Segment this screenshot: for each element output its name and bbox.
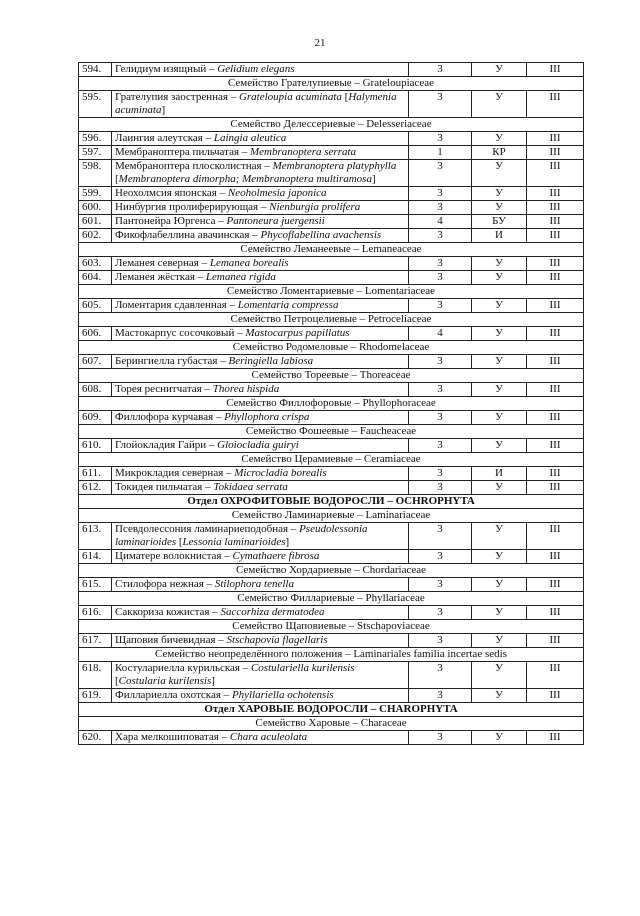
- species-row: [79, 257, 584, 271]
- family-title: Семейство Хордариевые – Chordariaceae: [79, 564, 584, 578]
- section: III: [527, 481, 584, 495]
- latin-name: Neoholmesia japonica: [227, 187, 327, 199]
- species-name: Псевдолессония ламинариеподобная – Pseudolessonia laminarioides [Lessonia laminarioides]: [112, 523, 409, 550]
- latin-name: Mastocarpus papillatus: [245, 327, 350, 339]
- family-title: Семейство Родомеловые – Rhodomelaceae: [79, 341, 584, 355]
- species-name: [112, 467, 409, 481]
- division-row: [79, 703, 584, 717]
- russian-name: Лаингия алеутская –: [115, 132, 214, 144]
- row-number: 606.: [79, 327, 112, 341]
- status: У: [472, 634, 527, 648]
- status: У: [472, 257, 527, 271]
- species-name: [112, 383, 409, 397]
- status: У: [472, 327, 527, 341]
- status: У: [472, 662, 527, 689]
- latin-name: Microcladia borealis: [234, 467, 327, 479]
- family-title: Семейство Грателупиевые – Grateloupiaceae: [79, 77, 584, 91]
- species-table-body: [79, 63, 584, 745]
- species-name: Грателупия заостренная – Grateloupia acuminata [Halymenia acuminata]: [112, 91, 409, 118]
- category: 3: [409, 523, 472, 550]
- family-title: Семейство Церамиевые – Ceramiaceae: [79, 453, 584, 467]
- row-number: 620.: [79, 731, 112, 745]
- latin-name: Membranoptera platyphylla: [272, 160, 397, 172]
- species-row: [79, 229, 584, 243]
- row-number: 596.: [79, 132, 112, 146]
- section: III: [527, 327, 584, 341]
- status: У: [472, 550, 527, 564]
- latin-name: Gloiocladia guiryi: [217, 439, 299, 451]
- category: 1: [409, 146, 472, 160]
- section: III: [527, 257, 584, 271]
- russian-name: Грателупия заостренная –: [115, 91, 239, 103]
- row-number: 608.: [79, 383, 112, 397]
- russian-name: Фикофлабеллина авачинская –: [115, 229, 261, 241]
- species-name: [112, 578, 409, 592]
- category: 3: [409, 606, 472, 620]
- section: III: [527, 578, 584, 592]
- family-row: [79, 453, 584, 467]
- synonym: Lessonia laminarioides: [182, 536, 286, 548]
- family-row: [79, 509, 584, 523]
- russian-name: Филлариелла охотская –: [115, 689, 232, 701]
- category: 3: [409, 229, 472, 243]
- status: И: [472, 229, 527, 243]
- species-row: [79, 523, 584, 550]
- species-row: [79, 467, 584, 481]
- family-title: Семейство Филлариевые – Phyllariaceae: [79, 592, 584, 606]
- latin-name: Laingia aleutica: [213, 132, 287, 144]
- row-number: 611.: [79, 467, 112, 481]
- section: III: [527, 91, 584, 118]
- division-title: Отдел ХАРОВЫЕ ВОДОРОСЛИ – CHAROPHYTA: [79, 703, 584, 717]
- category: 3: [409, 550, 472, 564]
- family-title: Семейство Филлофоровые – Phyllophoraceae: [79, 397, 584, 411]
- section: III: [527, 467, 584, 481]
- russian-name: Леманея северная –: [115, 257, 210, 269]
- section: III: [527, 146, 584, 160]
- latin-name: Chara aculeolata: [229, 731, 308, 743]
- family-row: [79, 313, 584, 327]
- family-title: Семейство Делессериевые – Delesseriaceae: [79, 118, 584, 132]
- row-number: 610.: [79, 439, 112, 453]
- status: У: [472, 411, 527, 425]
- family-title: Семейство Фошеевые – Faucheaceae: [79, 425, 584, 439]
- latin-name: Lemanea rigida: [205, 271, 276, 283]
- species-row: [79, 327, 584, 341]
- row-number: 599.: [79, 187, 112, 201]
- russian-name: Нинбургия пролиферирующая –: [115, 201, 270, 213]
- family-row: [79, 369, 584, 383]
- status: У: [472, 523, 527, 550]
- section: III: [527, 523, 584, 550]
- status: БУ: [472, 215, 527, 229]
- species-row: [79, 160, 584, 187]
- section: III: [527, 606, 584, 620]
- family-row: [79, 243, 584, 257]
- family-row: [79, 118, 584, 132]
- species-table: [78, 62, 584, 745]
- section: III: [527, 634, 584, 648]
- family-title: Семейство Харовые – Characeae: [79, 717, 584, 731]
- row-number: 619.: [79, 689, 112, 703]
- category: 3: [409, 411, 472, 425]
- latin-name: Phyllophora crispa: [224, 411, 310, 423]
- category: 3: [409, 355, 472, 369]
- row-number: 607.: [79, 355, 112, 369]
- latin-name: Lomentaria compressa: [237, 299, 339, 311]
- russian-name: Леманея жёсткая –: [115, 271, 206, 283]
- status: У: [472, 731, 527, 745]
- species-row: [79, 132, 584, 146]
- row-number: 609.: [79, 411, 112, 425]
- category: 3: [409, 467, 472, 481]
- family-title: Семейство Тореевые – Thoreaceae: [79, 369, 584, 383]
- division-title: Отдел ОХРОФИТОВЫЕ ВОДОРОСЛИ – OCHROPHYTA: [79, 495, 584, 509]
- page-number: 21: [314, 37, 326, 49]
- family-row: [79, 648, 584, 662]
- category: 3: [409, 160, 472, 187]
- section: III: [527, 160, 584, 187]
- latin-name: Stschapovia flagellaris: [226, 634, 328, 646]
- species-row: [79, 578, 584, 592]
- russian-name: Токидея пильчатая –: [115, 481, 214, 493]
- species-name: [112, 187, 409, 201]
- russian-name: Псевдолессония ламинариеподобная –: [115, 523, 300, 535]
- family-title: Семейство Ламинариевые – Laminariaceae: [79, 509, 584, 523]
- section: III: [527, 132, 584, 146]
- russian-name: Щаповия бичевидная –: [115, 634, 227, 646]
- russian-name: Неохолмсия японская –: [115, 187, 228, 199]
- row-number: 617.: [79, 634, 112, 648]
- category: 3: [409, 132, 472, 146]
- category: 3: [409, 662, 472, 689]
- species-row: [79, 481, 584, 495]
- species-name: [112, 481, 409, 495]
- russian-name: Костулариелла курильская –: [115, 662, 251, 674]
- latin-name: Lemanea borealis: [209, 257, 289, 269]
- species-row: [79, 215, 584, 229]
- category: 4: [409, 215, 472, 229]
- category: 3: [409, 299, 472, 313]
- latin-name: Grateloupia acuminata: [238, 91, 342, 103]
- species-row: [79, 634, 584, 648]
- status: У: [472, 355, 527, 369]
- latin-name: Costulariella kurilensis: [250, 662, 355, 674]
- russian-name: Торея реснитчатая –: [115, 383, 213, 395]
- species-row: [79, 411, 584, 425]
- section: III: [527, 187, 584, 201]
- species-name: [112, 229, 409, 243]
- division-row: [79, 495, 584, 509]
- status: У: [472, 481, 527, 495]
- species-name: [112, 63, 409, 77]
- category: 3: [409, 271, 472, 285]
- latin-name: Nienburgia prolifera: [269, 201, 361, 213]
- species-name: [112, 731, 409, 745]
- section: III: [527, 411, 584, 425]
- species-row: [79, 439, 584, 453]
- synonym: Costularia kurilensis: [118, 675, 212, 687]
- species-row: [79, 299, 584, 313]
- family-row: [79, 77, 584, 91]
- category: 3: [409, 439, 472, 453]
- russian-name: Пантонейра Юргенса –: [115, 215, 227, 227]
- section: III: [527, 383, 584, 397]
- status: У: [472, 606, 527, 620]
- status: У: [472, 132, 527, 146]
- status: КР: [472, 146, 527, 160]
- species-row: [79, 662, 584, 689]
- family-row: [79, 592, 584, 606]
- category: 3: [409, 634, 472, 648]
- species-name: [112, 271, 409, 285]
- section: III: [527, 201, 584, 215]
- section: III: [527, 355, 584, 369]
- status: У: [472, 439, 527, 453]
- synonym: Membranoptera dimorpha; Membranoptera multiramosa: [118, 173, 372, 185]
- species-row: [79, 91, 584, 118]
- latin-name: Cymathaere fibrosa: [232, 550, 320, 562]
- latin-name: Membranoptera serrata: [250, 146, 357, 158]
- family-row: [79, 425, 584, 439]
- latin-name: Pantoneura juergensii: [226, 215, 325, 227]
- latin-name: Thorea hispida: [212, 383, 280, 395]
- section: III: [527, 299, 584, 313]
- family-row: [79, 341, 584, 355]
- row-number: 612.: [79, 481, 112, 495]
- species-row: [79, 146, 584, 160]
- species-name: [112, 327, 409, 341]
- russian-name: Филлофора курчавая –: [115, 411, 225, 423]
- synonym: Halymenia acuminata: [115, 91, 397, 116]
- status: У: [472, 63, 527, 77]
- russian-name: Берингиелла губастая –: [115, 355, 229, 367]
- category: 3: [409, 187, 472, 201]
- row-number: 604.: [79, 271, 112, 285]
- status: И: [472, 467, 527, 481]
- family-title: Семейство неопределённого положения – Laminariales familia incertae sedis: [79, 648, 584, 662]
- family-title: Семейство Леманеевые – Lemaneaceae: [79, 243, 584, 257]
- section: III: [527, 550, 584, 564]
- family-row: [79, 564, 584, 578]
- latin-name: Gelidium elegans: [217, 63, 295, 75]
- latin-name: Stilophora tenella: [214, 578, 294, 590]
- row-number: 595.: [79, 91, 112, 118]
- species-name: [112, 146, 409, 160]
- latin-name: Phycoflabellina avachensis: [260, 229, 382, 241]
- russian-name: Стилофора нежная –: [115, 578, 215, 590]
- row-number: 600.: [79, 201, 112, 215]
- category: 3: [409, 578, 472, 592]
- russian-name: Хара мелкошиповатая –: [115, 731, 230, 743]
- russian-name: Гелидиум изящный –: [115, 63, 218, 75]
- family-title: Семейство Щаповиевые – Stschapoviaceae: [79, 620, 584, 634]
- species-name: [112, 606, 409, 620]
- species-name: [112, 689, 409, 703]
- row-number: 601.: [79, 215, 112, 229]
- section: III: [527, 731, 584, 745]
- latin-name: Saccorhiza dermatodea: [220, 606, 325, 618]
- latin-name: Pseudolessonia laminarioides: [115, 523, 368, 548]
- species-name: [112, 257, 409, 271]
- row-number: 597.: [79, 146, 112, 160]
- russian-name: Саккориза кожистая –: [115, 606, 221, 618]
- species-row: [79, 689, 584, 703]
- section: III: [527, 63, 584, 77]
- family-title: Семейство Ломентариевые – Lomentariaceae: [79, 285, 584, 299]
- family-title: Семейство Петроцелиевые – Petroceliaceae: [79, 313, 584, 327]
- row-number: 594.: [79, 63, 112, 77]
- category: 4: [409, 327, 472, 341]
- species-row: [79, 731, 584, 745]
- family-row: [79, 717, 584, 731]
- russian-name: Ломентария сдавленная –: [115, 299, 238, 311]
- section: III: [527, 662, 584, 689]
- row-number: 616.: [79, 606, 112, 620]
- category: 3: [409, 201, 472, 215]
- family-row: [79, 620, 584, 634]
- status: У: [472, 201, 527, 215]
- status: У: [472, 271, 527, 285]
- status: У: [472, 299, 527, 313]
- species-name: [112, 355, 409, 369]
- row-number: 615.: [79, 578, 112, 592]
- russian-name: Глойокладия Гайри –: [115, 439, 218, 451]
- russian-name: Микрокладия северная –: [115, 467, 235, 479]
- status: У: [472, 160, 527, 187]
- species-row: [79, 187, 584, 201]
- section: III: [527, 229, 584, 243]
- status: У: [472, 383, 527, 397]
- species-row: [79, 271, 584, 285]
- russian-name: Мембраноптера плосколистная –: [115, 160, 273, 172]
- latin-name: Tokidaea serrata: [213, 481, 288, 493]
- species-name: [112, 299, 409, 313]
- category: 3: [409, 63, 472, 77]
- row-number: 613.: [79, 523, 112, 550]
- species-name: [112, 634, 409, 648]
- species-name: [112, 411, 409, 425]
- category: 3: [409, 731, 472, 745]
- status: У: [472, 689, 527, 703]
- species-row: [79, 201, 584, 215]
- russian-name: Циматере волокнистая –: [115, 550, 233, 562]
- row-number: 618.: [79, 662, 112, 689]
- section: III: [527, 215, 584, 229]
- row-number: 603.: [79, 257, 112, 271]
- category: 3: [409, 481, 472, 495]
- russian-name: Мембраноптера пильчатая –: [115, 146, 251, 158]
- status: У: [472, 578, 527, 592]
- category: 3: [409, 383, 472, 397]
- species-name: [112, 215, 409, 229]
- species-name: [112, 439, 409, 453]
- category: 3: [409, 91, 472, 118]
- status: У: [472, 91, 527, 118]
- family-row: [79, 285, 584, 299]
- species-row: [79, 550, 584, 564]
- species-row: [79, 63, 584, 77]
- russian-name: Мастокарпус сосочковый –: [115, 327, 246, 339]
- category: 3: [409, 257, 472, 271]
- status: У: [472, 187, 527, 201]
- row-number: 602.: [79, 229, 112, 243]
- latin-name: Beringiella labiosa: [228, 355, 314, 367]
- latin-name: Phyllariella ochotensis: [231, 689, 334, 701]
- family-row: [79, 397, 584, 411]
- section: III: [527, 439, 584, 453]
- species-name: Мембраноптера плосколистная – Membranoptera platyphylla [Membranoptera dimorpha; Membranoptera multiramosa]: [112, 160, 409, 187]
- category: 3: [409, 689, 472, 703]
- species-row: [79, 383, 584, 397]
- species-name: [112, 201, 409, 215]
- row-number: 598.: [79, 160, 112, 187]
- row-number: 614.: [79, 550, 112, 564]
- section: III: [527, 689, 584, 703]
- species-row: [79, 606, 584, 620]
- species-name: [112, 550, 409, 564]
- species-row: [79, 355, 584, 369]
- species-name: Костулариелла курильская – Costulariella kurilensis [Costularia kurilensis]: [112, 662, 409, 689]
- section: III: [527, 271, 584, 285]
- row-number: 605.: [79, 299, 112, 313]
- species-name: [112, 132, 409, 146]
